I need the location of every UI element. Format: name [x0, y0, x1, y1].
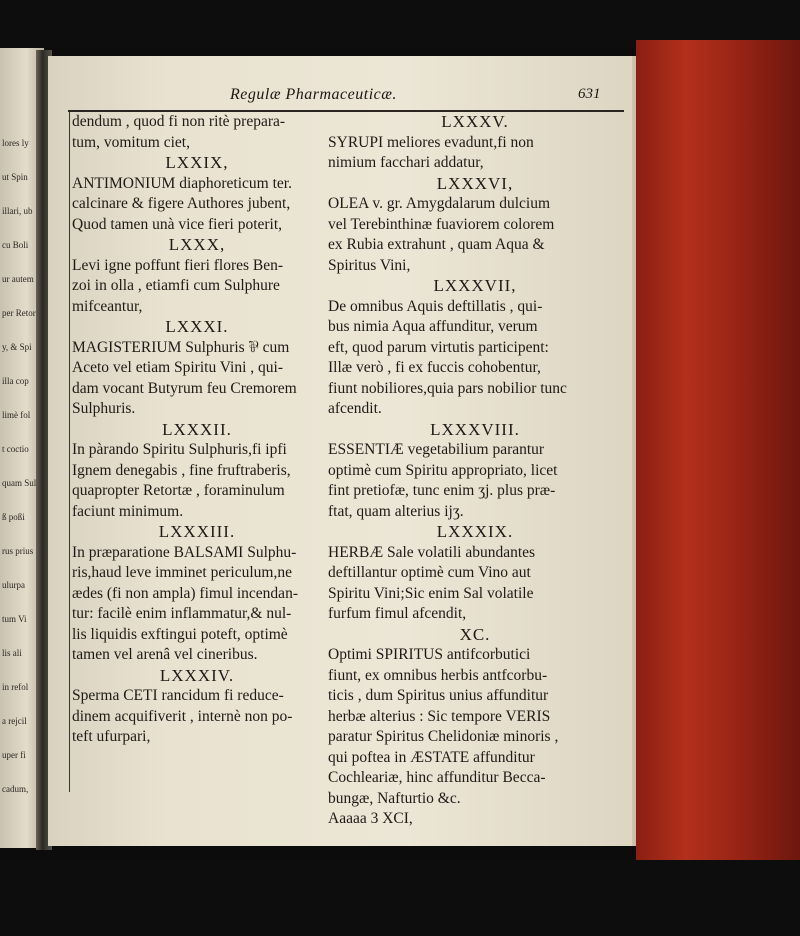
text-line: OLEA v. gr. Amygdalarum dulcium [328, 195, 550, 212]
margin-fragment: cadum, [2, 784, 29, 794]
text-line: optimè cum Spiritu appropriato, licet [328, 461, 558, 479]
section-number: LXXXVIII. [430, 419, 520, 439]
text-line: Ignem denegabis , fine fruftraberis, [72, 461, 291, 479]
text-line: faciunt minimum. [72, 502, 184, 520]
text-line: quapropter Retortæ , foraminulum [72, 482, 285, 499]
text-line: fint pretiofæ, tunc enim ʒj. plus præ- [328, 482, 556, 499]
text-line: Spiritus Vini, [328, 256, 411, 274]
running-header: Regulæ Pharmaceuticæ. [230, 86, 397, 103]
margin-fragment: y, & Spi [2, 342, 32, 352]
text-line: MAGISTERIUM Sulphuris ⅌ cum [72, 338, 290, 356]
margin-fragment: rus prius [2, 546, 34, 556]
section-number: LXXXVII, [433, 276, 517, 295]
text-line: Aceto vel etiam Spiritu Vini , qui- [72, 359, 284, 376]
margin-fragment: lis ali [2, 648, 22, 658]
text-line: dinem acquifiverit , internè non po- [72, 707, 293, 725]
text-line: nimium facchari addatur, [328, 154, 484, 171]
text-line: tur: facilè enim inflammatur,& nul- [72, 605, 292, 622]
text-line: ESSENTIÆ vegetabilium parantur [328, 441, 545, 458]
margin-fragment: lores ly [2, 138, 29, 148]
text-line: HERBÆ Sale volatili abundantes [328, 543, 536, 561]
right-text-column [328, 112, 622, 830]
text-line: fiunt, ex omnibus herbis antfcorbu- [328, 666, 548, 684]
margin-fragment: a rejcil [2, 716, 27, 726]
text-line: In præparatione BALSAMI Sulphu- [72, 543, 297, 561]
text-line: fiunt nobiliores,quia pars nobilior tunc [328, 379, 567, 397]
margin-fragment: quam Sul [2, 478, 37, 488]
text-line: paratur Spiritus Chelidoniæ minoris , [328, 728, 559, 745]
margin-fragment: ulurpa [2, 580, 25, 590]
text-line: Spiritu Vini;Sic enim Sal volatile [328, 584, 534, 602]
text-line: Optimi SPIRITUS antifcorbutici [328, 646, 531, 663]
margin-fragment: per Retor [2, 308, 36, 318]
text-line: ex Rubia extrahunt , quam Aqua & [328, 236, 545, 253]
margin-fragment: uper fi [2, 750, 26, 760]
text-line: ris,haud leve imminet periculum,ne [72, 564, 292, 581]
text-line: ticis , dum Spiritus unius affunditur [328, 687, 549, 704]
section-number: LXXXII. [162, 419, 232, 439]
text-line: dam vocant Butyrum feu Cremorem [72, 379, 297, 397]
bottom-dark-border [0, 858, 800, 936]
text-line: tamen vel arenâ vel cineribus. [72, 646, 258, 663]
red-book-edge [636, 40, 800, 860]
text-line: Levi igne poffunt fieri flores Ben- [72, 256, 284, 274]
text-line: Aaaaa 3 XCI, [328, 810, 413, 827]
section-number: LXXXIX. [436, 522, 514, 541]
section-number: LXXX, [168, 235, 226, 254]
margin-fragment: cu Boli [2, 240, 29, 250]
left-text-column [72, 112, 322, 748]
text-line: mifceantur, [72, 297, 143, 315]
section-number: LXXXI. [165, 317, 229, 336]
margin-fragment: ß poßi [2, 512, 25, 522]
section-number: LXXXIII. [158, 522, 236, 541]
section-number: LXXXV. [441, 112, 509, 131]
margin-fragment: tum Vi [2, 614, 27, 624]
column-rule [69, 112, 70, 792]
text-line: deftillantur optimè cum Vino aut [328, 564, 531, 581]
text-line: SYRUPI meliores evadunt,fi non [328, 133, 534, 151]
text-line: bus nimia Aqua affunditur, verum [328, 318, 538, 335]
text-line: De omnibus Aquis deftillatis , qui- [328, 297, 543, 315]
text-line: Sperma CETI rancidum fi reduce- [72, 687, 284, 704]
section-number: LXXXIV. [159, 665, 235, 685]
section-number: XC. [459, 624, 491, 644]
text-line: furfum fimul afcendit, [328, 605, 467, 622]
text-line: qui poftea in ÆSTATE affunditur [328, 748, 535, 766]
text-line: zoi in olla , etiamfi cum Sulphure [72, 277, 280, 294]
text-line: dendum , quod fi non ritè prepara- [72, 113, 286, 130]
text-line: afcendit. [328, 400, 382, 417]
margin-fragment: ut Spin [2, 172, 28, 182]
text-line: ædes (fi non ampla) fimul incendan- [72, 584, 298, 602]
margin-fragment: in refol [2, 682, 29, 692]
text-line: Sulphuris. [72, 400, 136, 417]
text-line: eft, quod parum virtutis participent: [328, 338, 549, 356]
text-line: ANTIMONIUM diaphoreticum ter. [72, 174, 292, 192]
margin-fragment: t coctio [2, 444, 29, 454]
margin-fragment: illari, ub [2, 206, 33, 216]
text-line: calcinare & figere Authores jubent, [72, 195, 291, 212]
text-line: tum, vomitum ciet, [72, 133, 190, 151]
text-line: herbæ alterius : Sic tempore VERIS [328, 707, 551, 725]
text-line: lis liquidis exftingui poteft, optimè [72, 625, 288, 643]
text-line: bungæ, Nafturtio &c. [328, 789, 461, 807]
text-line: Illæ verò , fi ex fuccis cohobentur, [328, 359, 541, 376]
section-number: LXXXVI, [436, 173, 514, 193]
text-line: In pàrando Spiritu Sulphuris,fi ipfi [72, 441, 287, 458]
text-line: vel Terebinthinæ fuaviorem colorem [328, 215, 555, 233]
text-line: Quod tamen unà vice fieri poterit, [72, 215, 283, 233]
text-line: Cochleariæ, hinc affunditur Becca- [328, 769, 546, 786]
margin-fragment: illa cop [2, 376, 29, 386]
text-line: ftat, quam alterius ijʒ. [328, 502, 464, 520]
text-line: teft ufurpari, [72, 728, 151, 745]
margin-fragment: ur autem [2, 274, 34, 284]
page-number: 631 [578, 86, 601, 102]
section-number: LXXIX, [165, 153, 229, 172]
margin-fragment: limè fol [2, 410, 31, 420]
